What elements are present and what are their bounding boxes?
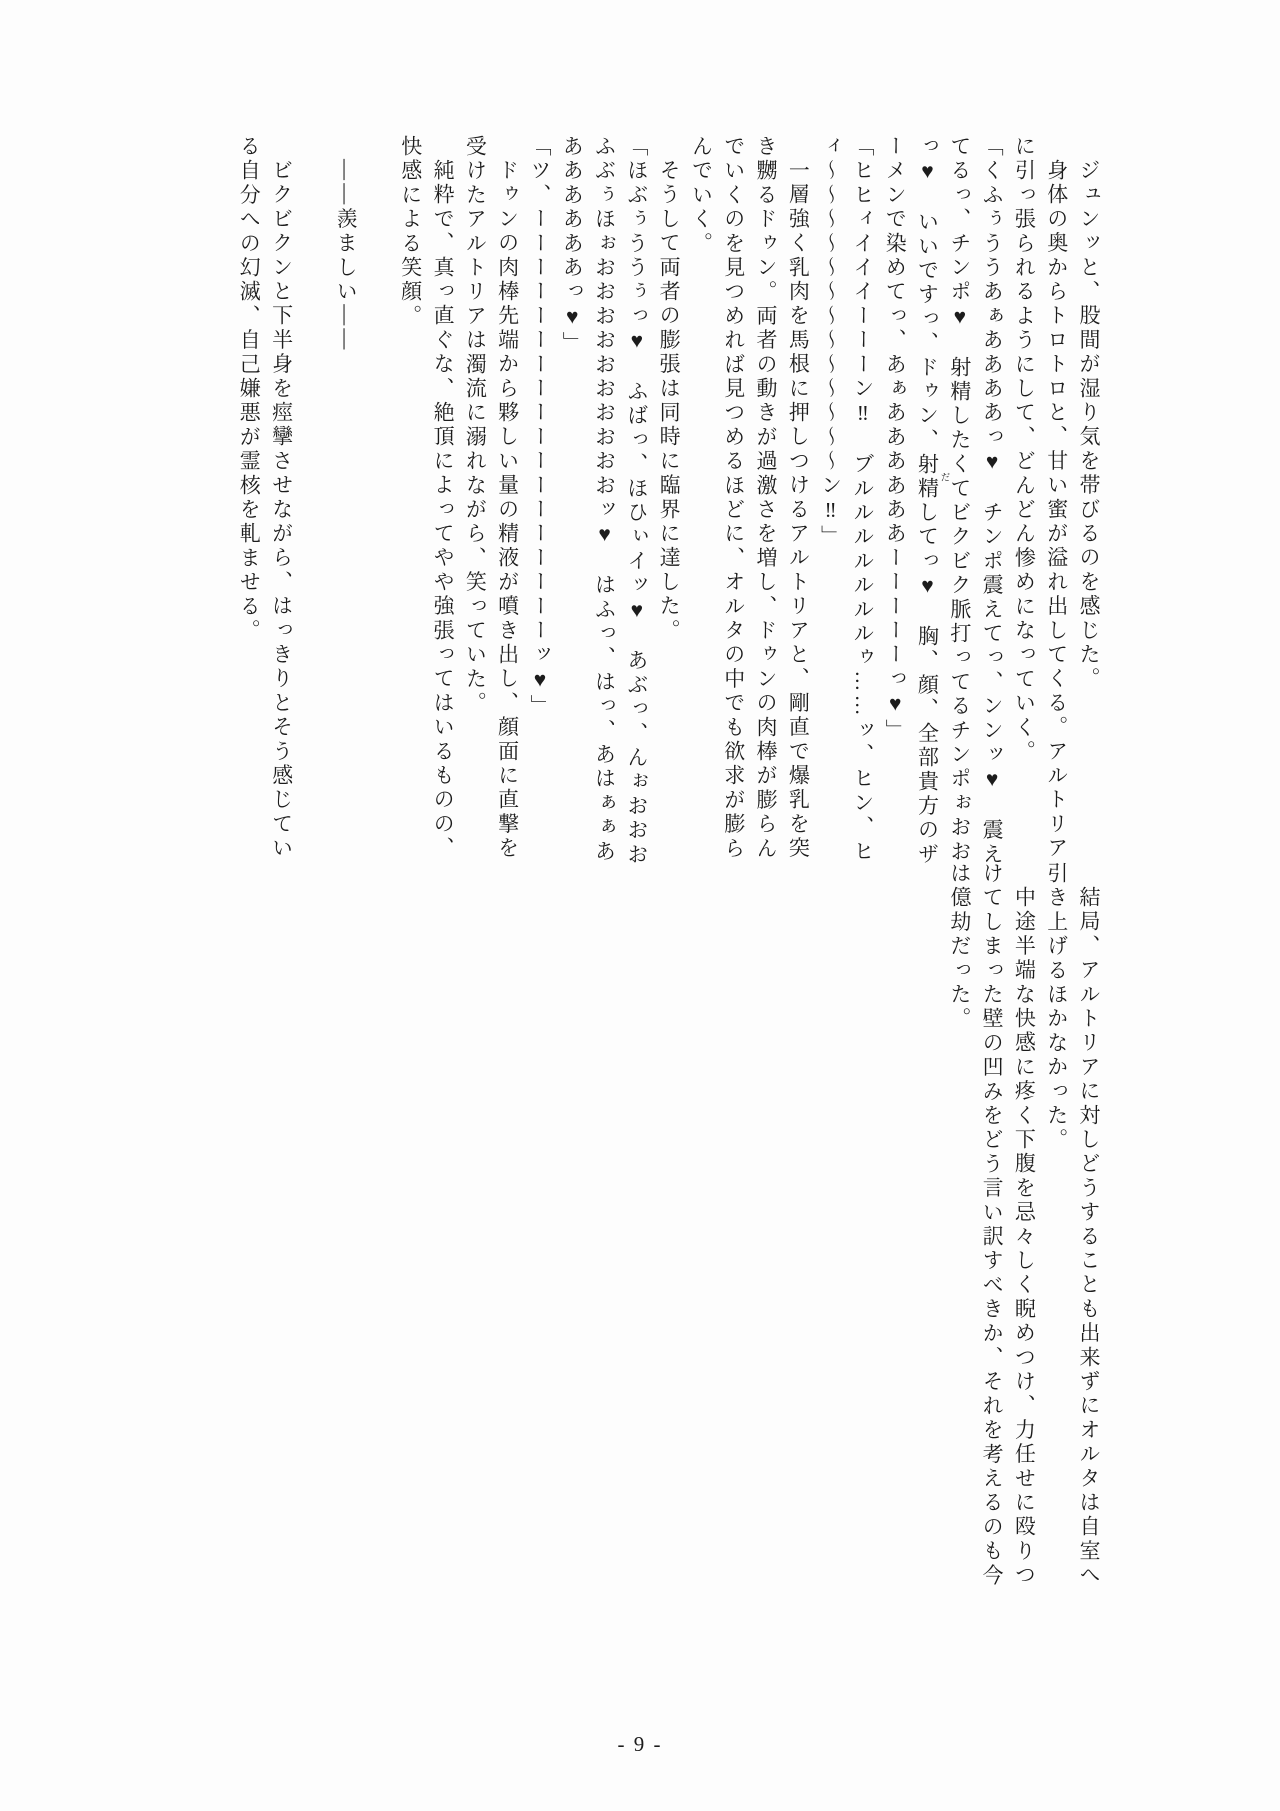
- text-line: 一層強く乳肉を馬根に押しつけるアルトリアと、剛直で爆乳を突き嬲るドゥン。両者の動きが過激さを増し、ドゥンの肉棒が膨らんでいくのを見つめれば見つめるほどに、オルタの中でも欲求が膨らんでいく。: [689, 135, 811, 861]
- text-line: 身体の奥からトロトロと、甘い蜜が溢れ出してくる。アルトリアに引っ張られるようにして、どんどん惨めになっていく。: [1012, 135, 1069, 861]
- text-line: 「ヒヒィイイイーーーン‼ ブルルルルルルルゥ……ッ、ヒン、ヒィ〜〜〜〜〜〜〜〜〜〜〜〜〜ン‼」: [818, 135, 875, 864]
- text-line: そうして両者の膨張は同時に臨界に達した。: [657, 159, 682, 644]
- blank-line: [362, 135, 394, 870]
- text-line: ビクビクンと下半身を痙攣させながら、はっきりとそう感じている自分への幻滅、自己嫌悪が霊核を軋ませる。: [237, 135, 294, 861]
- text-line: ジュンッと、股間が湿り気を帯びるのを感じた。: [1077, 159, 1101, 692]
- upper-text-block: [233, 135, 1105, 870]
- text-line: 「くふぅううあぁああああっ♥ チンポ震えてっ、ンンッ♥ 震えてるっ、チンポ♥ 射精したくてビクビク脈打ってるチンポぉおおっ♥ いいですっ、ドゥン、射精 だしてっ♥ 胸、顔、全部貴方のザーメンで染めてっ、あぁああああああーーーーーっ♥」: [883, 135, 1005, 868]
- text-line: ドゥンの肉棒先端から夥しい量の精液が噴き出し、顔面に直撃を受けたアルトリアは濁流に溺れながら、笑っていた。: [463, 135, 520, 861]
- text-line: 中途半端な快感に疼く下腹を忌々しく睨めつけ、力任せに殴りつけてしまった壁の凹みをどう言い訳すべきか、それを考えるのも今は億劫だった。: [947, 862, 1037, 1588]
- ruby-annotated-word: 射精 だ: [915, 452, 949, 502]
- text-line: 純粋で、真っ直ぐな、絶頂によってやや強張ってはいるものの、快感による笑顔。: [398, 135, 456, 861]
- page-number: - 9 -: [617, 1732, 663, 1756]
- text-line: ――羨ましい――: [334, 159, 359, 353]
- text-line: 「ツ、ーーーーーーーーーーーーーーーーーーッ♥」: [527, 135, 552, 719]
- blank-line: [298, 135, 330, 870]
- lower-text-block: [944, 862, 1105, 1597]
- text-line: 「ほぶぅううぅっ♥ ふばっ、ほひぃイッ♥ あぶっ、んぉおおおふぶぅほぉおおおおおおおおおおッ♥ はふっ、はっ、あはぁぁあああああああっ♥」: [560, 135, 649, 867]
- text-line: 結局、アルトリアに対しどうすることも出来ずにオルタは自室へ引き上げるほかなかった。: [1044, 862, 1101, 1588]
